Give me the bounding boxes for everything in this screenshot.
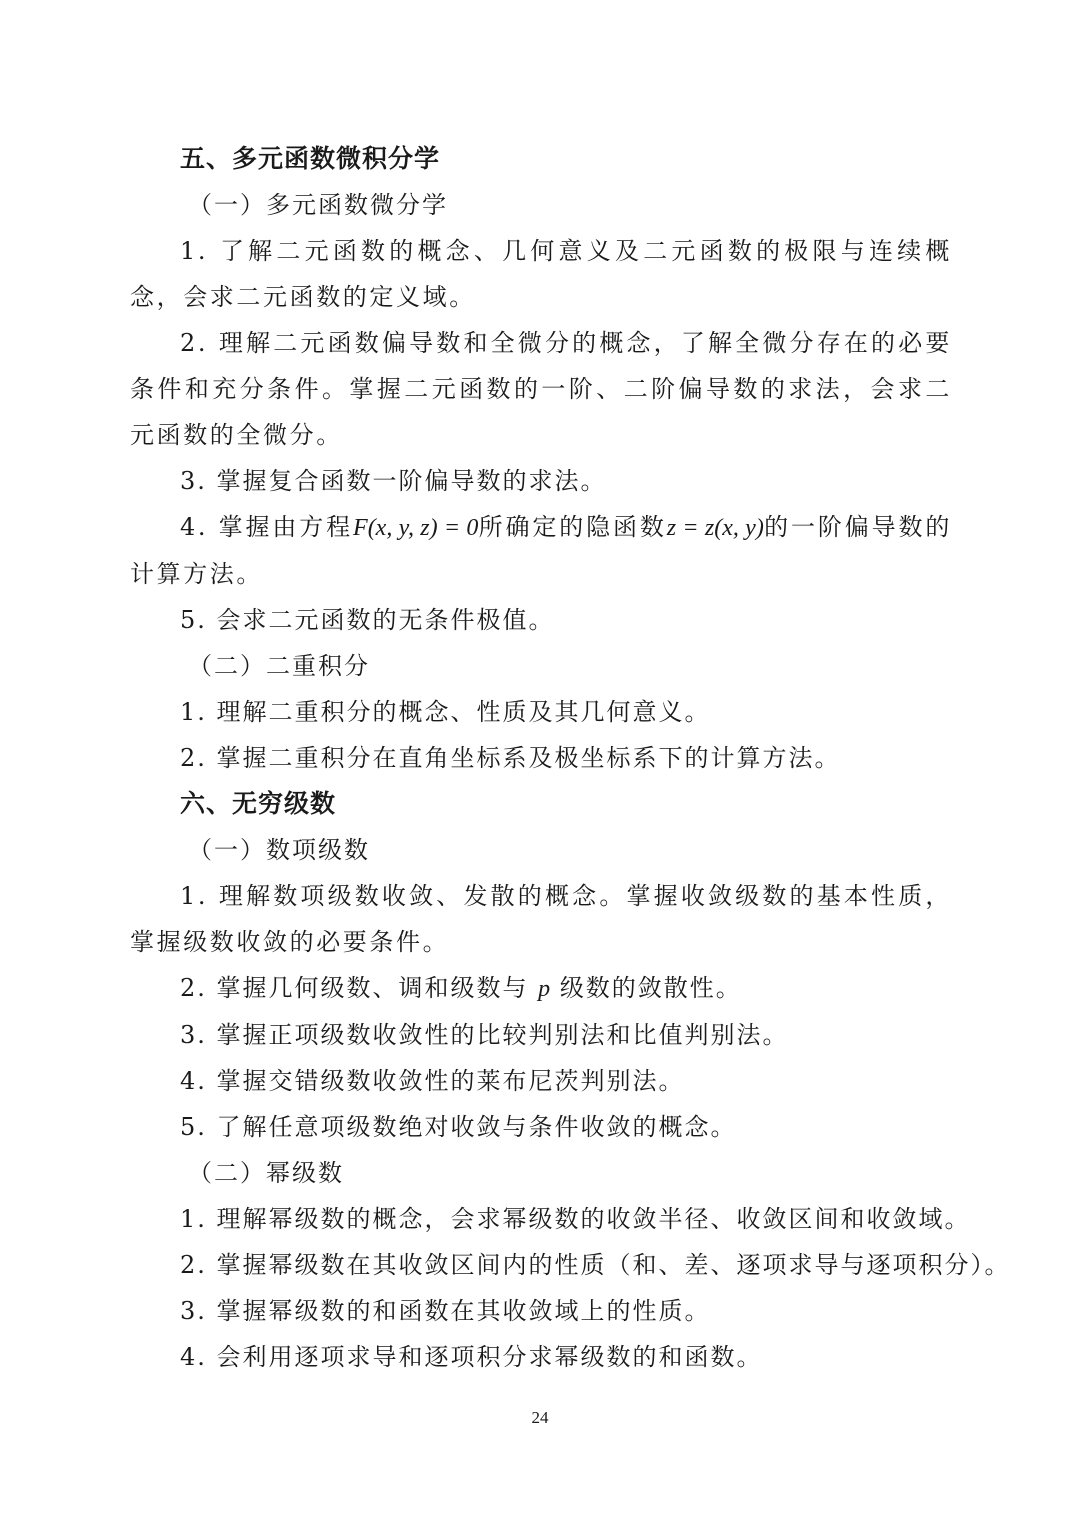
item-text: 所确定的隐函数: [478, 513, 667, 541]
section-heading-infinite-series: 六、无穷级数: [180, 789, 337, 818]
list-item: 1. 了解二元函数的概念、几何意义及二元函数的极限与连续概念，会求二元函数的定义域。: [130, 237, 952, 311]
list-item: 2. 掌握二重积分在直角坐标系及极坐标系下的计算方法。: [180, 744, 841, 772]
item-text: 的一阶偏导数的计算方法。: [130, 513, 952, 588]
list-item: 3. 掌握幂级数的和函数在其收敛域上的性质。: [180, 1297, 711, 1325]
subsection-heading-double-integral: （二）二重积分: [188, 652, 370, 680]
list-item: 1. 理解幂级数的概念，会求幂级数的收敛半径、收敛区间和收敛域。: [180, 1205, 971, 1233]
equation-function: z = z(x, y): [666, 515, 764, 541]
page-content: [130, 136, 1011, 1380]
list-item-implicit-function: [130, 504, 952, 597]
item-text: 级数的敛散性。: [559, 974, 742, 1002]
list-item: 3. 掌握正项级数收敛性的比较判别法和比值判别法。: [180, 1021, 789, 1049]
list-item: 2. 掌握幂级数在其收敛区间内的性质（和、差、逐项求导与逐项积分）。: [180, 1251, 1011, 1279]
list-item: 2. 理解二元函数偏导数和全微分的概念，了解全微分存在的必要条件和充分条件。掌握二元函数的一阶、二阶偏导数的求法，会求二元函数的全微分。: [130, 329, 952, 449]
subsection-heading-power-series: （二）幂级数: [188, 1159, 344, 1187]
list-item-p-series: [130, 965, 952, 1012]
list-item: 3. 掌握复合函数一阶偏导数的求法。: [180, 467, 607, 495]
equation-implicit: F(x, y, z) = 0: [353, 515, 479, 541]
subsection-heading-numeric-series: （一）数项级数: [188, 836, 370, 864]
variable-p: p: [538, 976, 551, 1002]
list-item: 5. 了解任意项级数绝对收敛与条件收敛的概念。: [180, 1113, 737, 1141]
list-item: 4. 掌握交错级数收敛性的莱布尼茨判别法。: [180, 1067, 685, 1095]
subsection-heading-multivariable-differential: （一）多元函数微分学: [188, 191, 448, 219]
list-item: 4. 会利用逐项求导和逐项积分求幂级数的和函数。: [180, 1343, 763, 1371]
item-text: 4. 掌握由方程: [180, 513, 354, 541]
list-item: 5. 会求二元函数的无条件极值。: [180, 606, 555, 634]
list-item: 1. 理解二重积分的概念、性质及其几何意义。: [180, 698, 711, 726]
item-text: 2. 掌握几何级数、调和级数与: [180, 974, 529, 1002]
list-item: 1. 理解数项级数收敛、发散的概念。掌握收敛级数的基本性质，掌握级数收敛的必要条件。: [130, 882, 952, 956]
section-heading-multivariable-calculus: 五、多元函数微积分学: [180, 144, 441, 173]
page-number: 24: [531, 1408, 549, 1427]
